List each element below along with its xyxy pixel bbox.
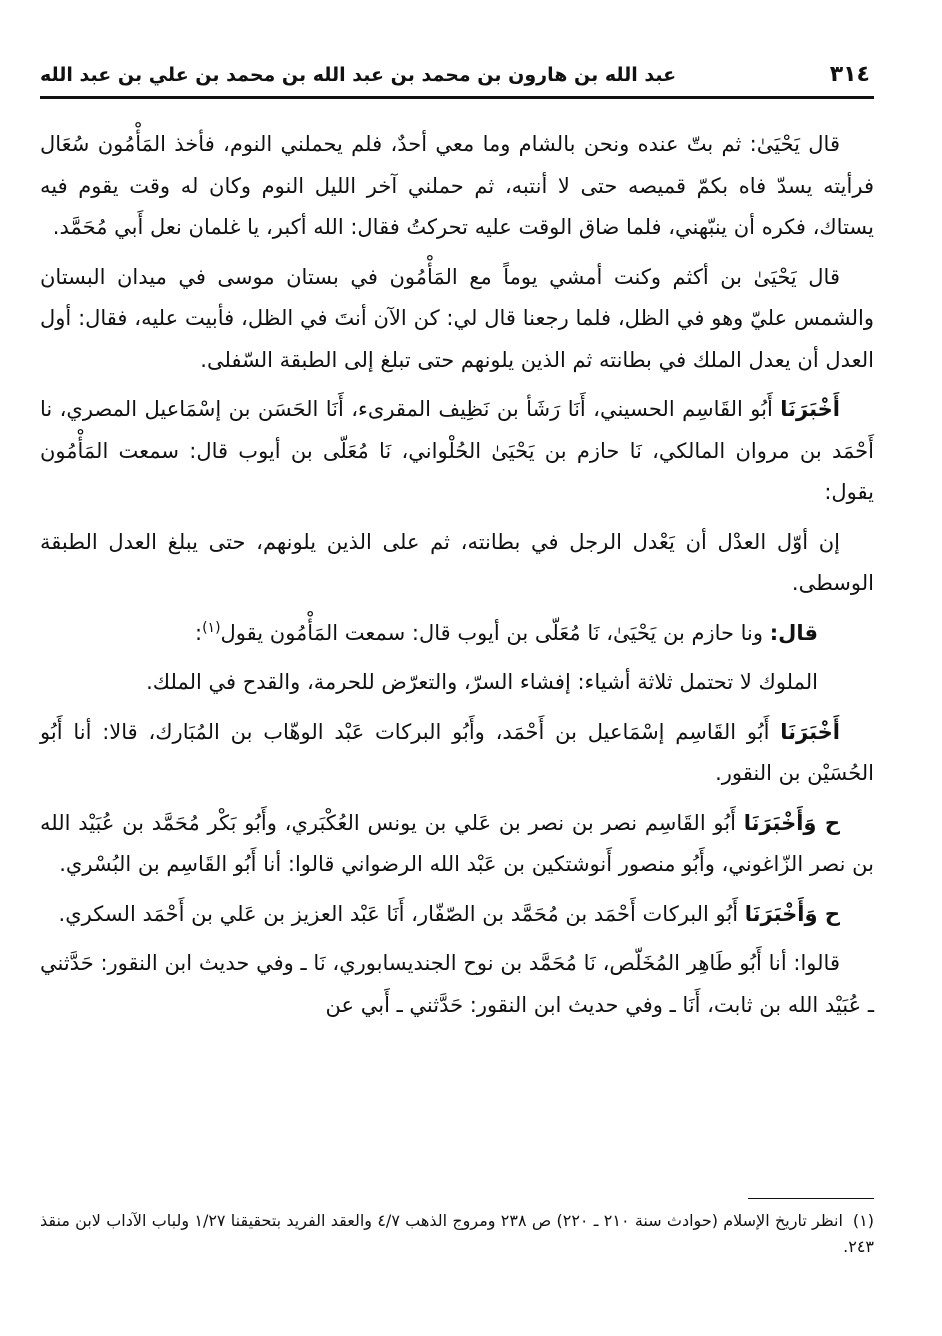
paragraph bbox=[40, 522, 874, 605]
paragraph-text: قالوا: أنا أَبُو طَاهِر المُخَلّص، نَا مُحَمَّد بن نوح الجنديسابوري، نَا ـ وفي حديث ابن النقور: حَدَّثني ـ عُبَيْد الله بن ثابت، أَنَا ـ وفي حديث ابن النقور: حَدَّثني ـ أَبي عن bbox=[40, 951, 874, 1017]
paragraph-text: قال يَحْيَىٰ: ثم بتّ عنده ونحن بالشام وما معي أحدٌ، فلم يحملني النوم، فأخذ المَأْمُون سُعَال فرأيته يسدّ فاه بكمّ قميصه حتى لا أنتبه، ثم حملني آخر الليل النوم وكان له وقت يقوم فيه يستاك، فكره أن ينبّهني، فلما ضاق الوقت عليه تحركتُ فقال: الله أكبر، يا غلمان نعل أَبي مُحَمَّد. bbox=[40, 132, 874, 239]
paragraph-lead: أَخْبَرَنَا bbox=[780, 397, 840, 421]
paragraph-text: أَبُو القَاسِم إسْمَاعيل بن أَحْمَد، وأَبُو البركات عَبْد الوهّاب بن المُبَارك، قالا: أنا أَبُو الحُسَيْن بن النقور. bbox=[40, 719, 874, 785]
paragraph bbox=[40, 124, 874, 249]
page-number: ٣١٤ bbox=[829, 62, 870, 87]
footnote-rule bbox=[748, 1198, 874, 1199]
paragraph-text: أَبُو البركات أَحْمَد بن مُحَمَّد بن الصّفّار، أَنَا عَبْد العزيز بن عَلي بن أَحْمَد السكري. bbox=[58, 901, 745, 926]
paragraph-text: أَبُو القَاسِم الحسيني، أَنَا رَشَأ بن نَظِيف المقرىء، أَنَا الحَسَن بن إسْمَاعيل المصري، نا أَحْمَد بن مروان المالكي، نَا حازم بن يَحْيَىٰ الحُلْواني، نَا مُعَلّى بن أيوب قال: سمعت المَأْمُون يقول: bbox=[40, 397, 874, 504]
paragraph-text: قال يَحْيَىٰ بن أكثم وكنت أمشي يوماً مع المَأْمُون في بستان موسى في ميدان البستان والشمس عليّ وهو في الظل، فلما رجعنا قال لي: كن الآن أنتَ في الظل، فأبيت عليه، فقال: أول العدل أن يعدل الملك في بطانته ثم الذين يلونهم حتى تبلغ إلى الطبقة السّفلى. bbox=[40, 264, 874, 372]
paragraph bbox=[40, 803, 874, 886]
footnote-marker[interactable]: (١) bbox=[202, 619, 221, 636]
book-page bbox=[40, 54, 874, 1314]
paragraph-text: أَبُو القَاسِم نصر بن نصر بن عَلي بن يونس العُكْبَري، وأَبُو بَكْر مُحَمَّد بن عُبَيْد الله بن نصر الزّاغوني، وأَبُو منصور أَنوشتكين بن عَبْد الله الرضواني قالوا: أنا أَبُو القَاسِم بن البُسْري. bbox=[40, 810, 874, 876]
paragraph-lead: ح وَأَخْبَرَنَا bbox=[743, 810, 840, 835]
footnote bbox=[40, 1208, 874, 1260]
paragraph bbox=[40, 257, 874, 382]
paragraph-lead: قال: bbox=[769, 620, 818, 645]
running-title: عبد الله بن هارون بن محمد بن عبد الله بن محمد بن علي بن عبد الله bbox=[40, 64, 677, 86]
paragraph-text: إن أوّل العدْل أن يَعْدل الرجل في بطانته، ثم على الذين يلونهم، حتى يبلغ العدل الطبقة الوسطى. bbox=[40, 529, 874, 595]
page-header bbox=[40, 54, 874, 96]
paragraph bbox=[40, 662, 874, 704]
paragraph-text: الملوك لا تحتمل ثلاثة أشياء: إفشاء السرّ، والتعرّض للحرمة، والقدح في الملك. bbox=[146, 670, 818, 694]
paragraph bbox=[40, 712, 874, 795]
paragraph-lead: ح وَأَخْبَرَنَا bbox=[744, 901, 840, 926]
footnote-text: انظر تاريخ الإسلام (حوادث سنة ٢١٠ ـ ٢٢٠) ص ٢٣٨ ومروج الذهب ٤/٧ والعقد الفريد بتحقيقنا ١/٢٧ ولباب الآداب لابن منقذ ٢٤٣. bbox=[40, 1211, 874, 1256]
paragraph bbox=[40, 943, 874, 1026]
footnote-number: (١) bbox=[852, 1211, 875, 1230]
main-text bbox=[40, 124, 874, 1034]
paragraph bbox=[40, 894, 874, 936]
paragraph bbox=[40, 613, 874, 655]
paragraph bbox=[40, 389, 874, 514]
paragraph-text: ونا حازم بن يَحْيَىٰ، نَا مُعَلّى بن أيوب قال: سمعت المَأْمُون يقول bbox=[220, 620, 770, 645]
paragraph-lead: أَخْبَرَنَا bbox=[780, 719, 840, 744]
header-rule bbox=[40, 96, 874, 99]
paragraph-tail: : bbox=[194, 620, 203, 645]
